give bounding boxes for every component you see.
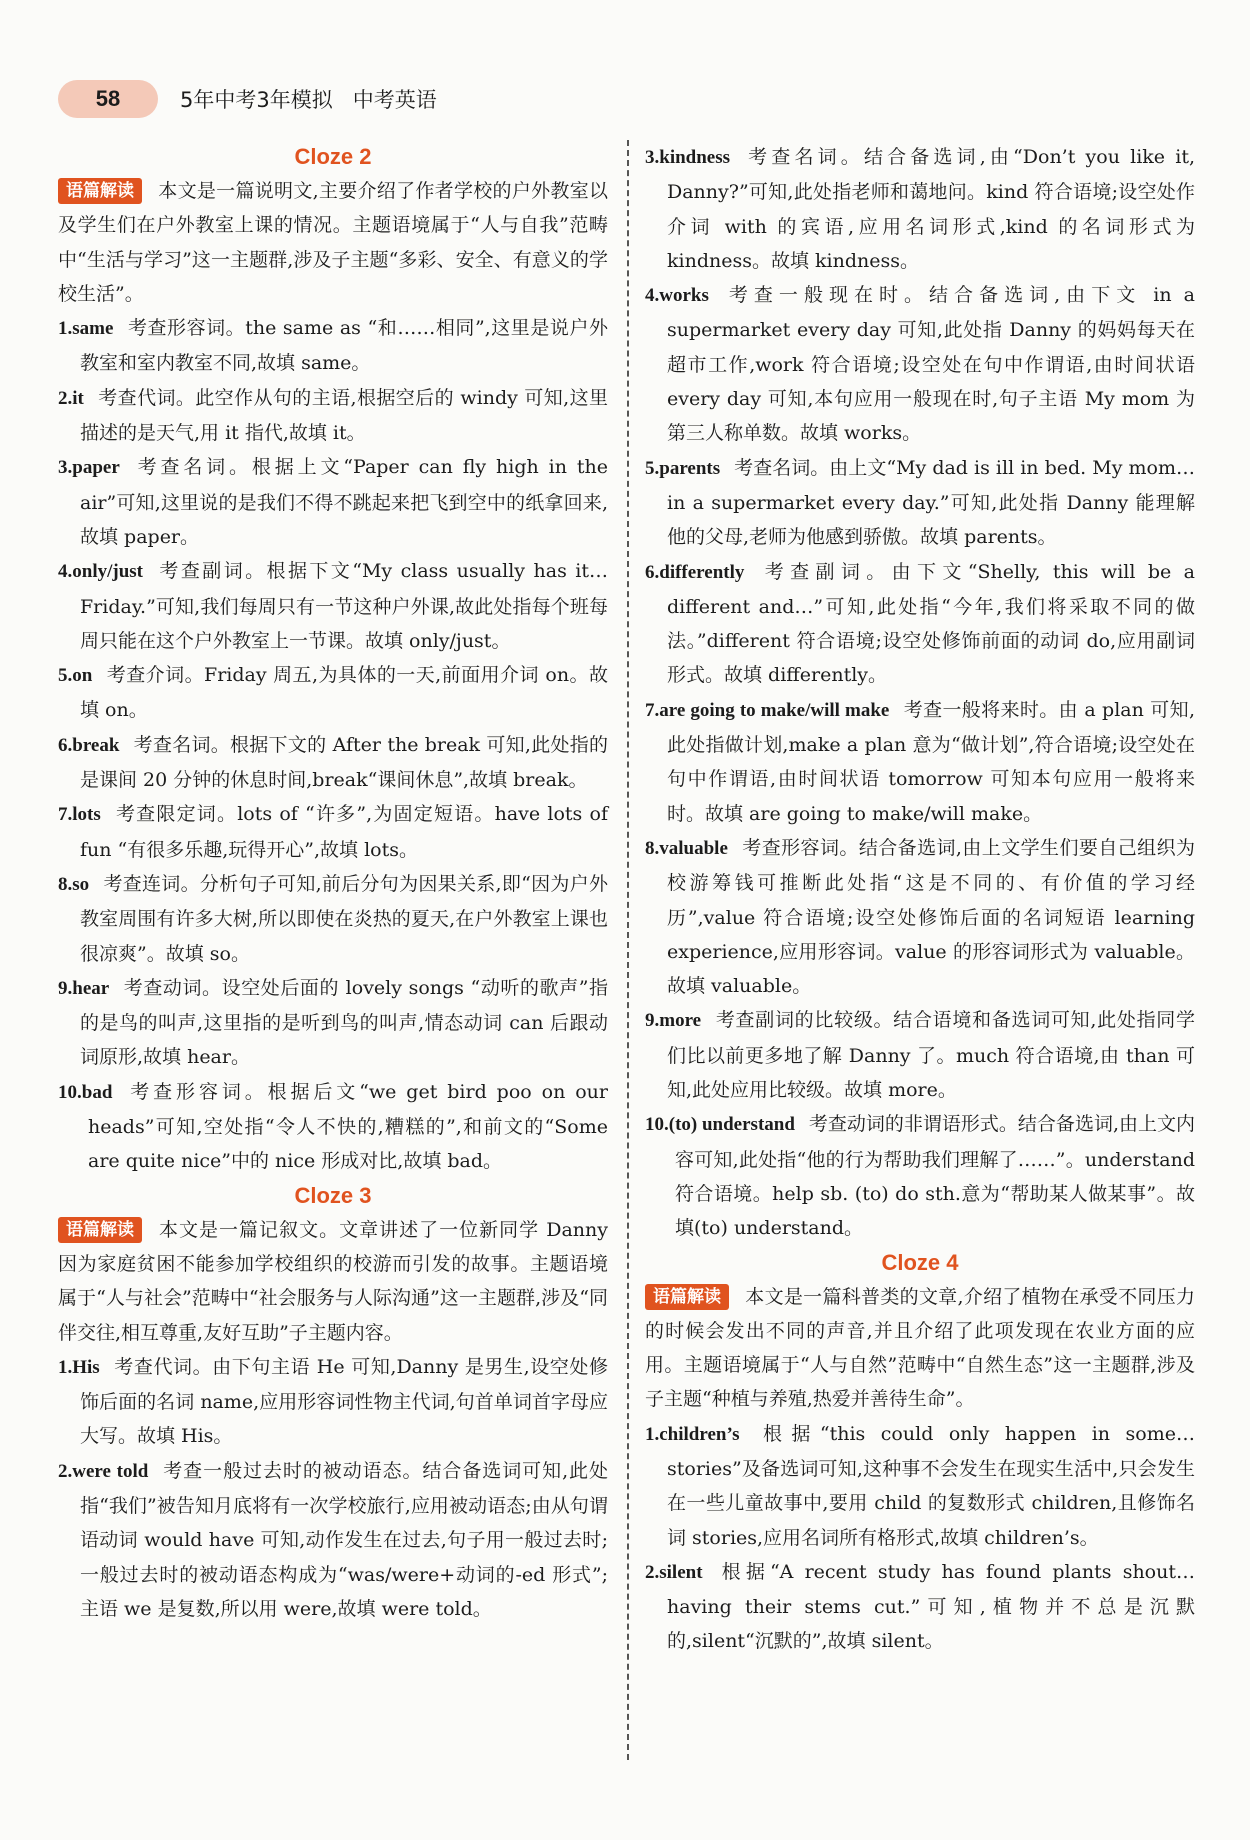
cloze2-intro — [58, 174, 608, 311]
answer-item — [58, 1350, 608, 1454]
item-number: 3. — [58, 457, 73, 479]
right-column — [645, 140, 1195, 1659]
cloze4-intro-text: 本文是一篇科普类的文章,介绍了植物在承受不同压力的时候会发出不同的声音,并且介绍了此项发现在农业方面的应用。主题语境属于“人与自然”范畴中“自然生态”这一主题群,涉及子主题“种植与养殖,热爱并善待生命”。 — [645, 1285, 1195, 1411]
book-subtitle: 中考英语 — [352, 88, 437, 112]
item-number: 10. — [645, 1114, 669, 1136]
item-number: 3. — [645, 147, 660, 168]
item-answer: only/just — [72, 561, 143, 583]
item-number: 9. — [645, 1010, 660, 1032]
item-number: 4. — [58, 561, 73, 583]
item-answer: kindness — [659, 147, 731, 168]
item-explanation: 考查一般过去时的被动语态。结合备选词可知,此处指“我们”被告知月底将有一次学校旅行,应用被动语态;由从句谓语动词 would have 可知,动作发生在过去,句子用一般过去时;一般过去时的被动语态构成为“was/were+动词的-ed 形式”;主语 we 是复数,所以用 were,故填 were told。 — [80, 1459, 608, 1620]
item-answer: more — [659, 1010, 702, 1032]
item-answer: paper — [72, 457, 120, 479]
answer-item — [645, 1003, 1195, 1107]
item-answer: hear — [72, 977, 110, 999]
item-explanation: 考查限定词。lots of “许多”,为固定短语。have lots of fun “有很多乐趣,玩得开心”,故填 lots。 — [80, 803, 608, 861]
item-number: 7. — [58, 804, 73, 826]
answer-item — [58, 971, 608, 1075]
item-explanation: 考查介词。Friday 周五,为具体的一天,前面用介词 on。故填 on。 — [80, 664, 608, 722]
answer-item — [645, 278, 1195, 450]
answer-item — [58, 867, 608, 971]
cloze3-answer-list — [58, 1350, 608, 1626]
item-explanation: 考查一般现在时。结合备选词,由下文 in a supermarket every day 可知,此处指 Danny 的妈妈每天在超市工作,work 符合语境;设空处在句中作谓语,由时间状语 every day 可知,本句应用一般现在时,句子主语 My mom 为第三人称单数。故填 works。 — [667, 284, 1195, 445]
item-answer: His — [72, 1356, 100, 1378]
answer-item — [58, 797, 608, 867]
page-header — [58, 78, 758, 120]
item-answer: same — [72, 318, 114, 340]
answer-item — [58, 658, 608, 728]
item-answer: bad — [81, 1081, 113, 1103]
item-answer: valuable — [659, 837, 728, 859]
item-answer: works — [659, 285, 709, 307]
item-number: 9. — [58, 977, 73, 999]
item-explanation: 考查代词。此空作从句的主语,根据空后的 windy 可知,这里描述的是天气,用 it 指代,故填 it。 — [80, 386, 608, 445]
cloze4-badge: 语篇解读 — [645, 1284, 729, 1310]
cloze4-intro — [645, 1280, 1195, 1417]
item-number: 2. — [645, 1561, 660, 1583]
item-explanation: 考查名词。由上文“My dad is ill in bed. My mom…in a supermarket every day.”可知,此处指 Danny 能理解他的父母,老师为他感到骄傲。故填 parents。 — [667, 456, 1195, 549]
item-explanation: 考查连词。分析句子可知,前后分句为因果关系,即“因为户外教室周围有许多大树,所以即使在炎热的夏天,在户外教室上课也很凉爽”。故填 so。 — [80, 872, 608, 965]
item-answer: (to) understand — [668, 1114, 795, 1136]
cloze3-intro — [58, 1213, 608, 1350]
item-explanation: 考查副词的比较级。结合语境和备选词可知,此处指同学们比以前更多地了解 Danny 了。much 符合语境,由 than 可知,此处应用比较级。故填 more。 — [667, 1009, 1195, 1102]
item-answer: are going to make/will make — [659, 699, 890, 721]
item-explanation: 考查动词。设空处后面的 lovely songs “动听的歌声”指的是鸟的叫声,这里指的是听到鸟的叫声,情态动词 can 后跟动词原形,故填 hear。 — [80, 976, 608, 1069]
item-explanation: 考查一般将来时。由 a plan 可知,此处指做计划,make a plan 意为“做计划”,符合语境;设空处在句中作谓语,由时间状语 tomorrow 可知本句应用一般将来时。故填 are going to make/will make。 — [667, 698, 1196, 825]
item-answer: were told — [72, 1460, 149, 1482]
item-explanation: 考查形容词。根据后文“we get bird poo on our heads”可知,空处指“令人不快的,糟糕的”,和前文的“Some are quite nice”中的 nice 形成对比,故填 bad。 — [88, 1080, 608, 1173]
item-number: 8. — [645, 837, 660, 859]
item-answer: parents — [659, 457, 721, 479]
item-number: 10. — [58, 1081, 82, 1103]
item-number: 5. — [58, 665, 73, 687]
answer-item — [58, 1454, 608, 1626]
item-number: 1. — [58, 318, 73, 340]
answer-item — [58, 450, 608, 554]
answer-item — [645, 451, 1195, 555]
item-answer: so — [72, 873, 90, 895]
item-explanation: 根据“this could only happen in some…stories”及备选词可知,这种事不会发生在现实生活中,只会发生在一些儿童故事中,要用 child 的复数形式 children,且修饰名词 stories,应用名词所有格形式,故填 children’s。 — [667, 1422, 1195, 1549]
item-answer: lots — [72, 804, 101, 826]
cloze2-answer-list — [58, 311, 608, 1178]
answer-item — [58, 381, 608, 451]
answer-item — [645, 1107, 1195, 1245]
answer-item — [645, 1417, 1195, 1555]
item-answer: it — [72, 387, 84, 409]
book-title — [180, 84, 437, 114]
item-answer: silent — [659, 1561, 703, 1583]
item-number: 8. — [58, 873, 73, 895]
item-explanation: 考查副词。根据下文“My class usually has it…Friday.”可知,我们每周只有一节这种户外课,故此处指每个班每周只能在这个户外教室上一节课。故填 only/just。 — [80, 560, 608, 652]
cloze2-intro-text: 本文是一篇说明文,主要介绍了作者学校的户外教室以及学生们在户外教室上课的情况。主题语境属于“人与自我”范畴中“生活与学习”这一主题群,涉及子主题“多彩、安全、有意义的学校生活”。 — [58, 180, 608, 305]
left-column — [58, 140, 608, 1626]
cloze4-title: Cloze 4 — [881, 1249, 959, 1275]
item-answer: children’s — [659, 1423, 740, 1445]
cloze3-intro-text: 本文是一篇记叙文。文章讲述了一位新同学 Danny 因为家庭贫困不能参加学校组织的校游而引发的故事。主题语境属于“人与社会”范畴中“社会服务与人际沟通”这一主题群,涉及“同伴交往,相互尊重,友好互助”子主题内容。 — [58, 1218, 608, 1344]
column-divider — [627, 140, 629, 1760]
item-number: 1. — [645, 1423, 660, 1445]
item-number: 6. — [58, 734, 73, 756]
item-answer: break — [72, 734, 120, 756]
answer-item — [645, 831, 1195, 1003]
cloze2-title: Cloze 2 — [294, 144, 372, 169]
book-title-main: 5年中考3年模拟 — [180, 88, 333, 112]
item-answer: differently — [659, 561, 745, 583]
item-explanation: 考查名词。根据下文的 After the break 可知,此处指的是课间 20 分钟的休息时间,break“课间休息”,故填 break。 — [80, 733, 608, 792]
item-explanation: 考查副词。由下文“Shelly, this will be a different and…”可知,此处指“今年,我们将采取不同的做法。”different 符合语境;设空处修饰前面的动词 do,应用副词形式。故填 differently。 — [667, 560, 1195, 687]
item-number: 2. — [58, 387, 73, 409]
item-number: 2. — [58, 1460, 73, 1482]
item-answer: on — [72, 665, 93, 687]
item-explanation: 考查名词。根据上文“Paper can fly high in the air”可知,这里说的是我们不得不跳起来把飞到空中的纸拿回来,故填 paper。 — [80, 456, 608, 548]
answer-item — [58, 311, 608, 381]
item-number: 4. — [645, 285, 660, 307]
item-number: 6. — [645, 561, 660, 583]
answer-item — [645, 693, 1195, 831]
item-number: 5. — [645, 457, 660, 479]
cloze3-answer-list-continued — [645, 140, 1195, 1246]
cloze3-badge: 语篇解读 — [58, 1217, 142, 1243]
answer-item — [645, 140, 1195, 278]
answer-item — [645, 555, 1195, 693]
item-explanation: 考查形容词。the same as “和……相同”,这里是说户外教室和室内教室不同,故填 same。 — [80, 317, 608, 375]
item-number: 7. — [645, 699, 660, 721]
cloze4-answer-list — [645, 1417, 1195, 1659]
item-explanation: 考查动词的非谓语形式。结合备选词,由上文内容可知,此处指“他的行为帮助我们理解了……”。understand 符合语境。help sb. (to) do sth.意为“帮助某人做某事”。故填(to) understand。 — [675, 1113, 1195, 1240]
cloze2-badge: 语篇解读 — [58, 178, 142, 204]
item-explanation: 考查形容词。结合备选词,由上文学生们要自己组织为校游筹钱可推断此处指“这是不同的、有价值的学习经历”,value 符合语境;设空处修饰后面的名词短语 learning experience,应用形容词。value 的形容词形式为 valuable。故填 valuable。 — [667, 836, 1195, 998]
item-explanation: 根据“A recent study has found plants shout…having their stems cut.”可知,植物并不总是沉默的,silent“沉默的”,故填 silent。 — [667, 1560, 1195, 1653]
cloze3-title: Cloze 3 — [294, 1182, 372, 1208]
answer-item — [58, 554, 608, 658]
answer-item — [58, 1075, 608, 1179]
item-number: 1. — [58, 1356, 73, 1378]
answer-item — [58, 728, 608, 798]
page-number: 58 — [58, 80, 158, 118]
answer-item — [645, 1555, 1195, 1659]
item-explanation: 考查代词。由下句主语 He 可知,Danny 是男生,设空处修饰后面的名词 name,应用形容词性物主代词,句首单词首字母应大写。故填 His。 — [80, 1355, 608, 1448]
item-explanation: 考查名词。结合备选词,由“Don’t you like it, Danny?”可知,此处指老师和蔼地问。kind 符合语境;设空处作介词 with 的宾语,应用名词形式,kind 的名词形式为 kindness。故填 kindness。 — [667, 146, 1195, 272]
